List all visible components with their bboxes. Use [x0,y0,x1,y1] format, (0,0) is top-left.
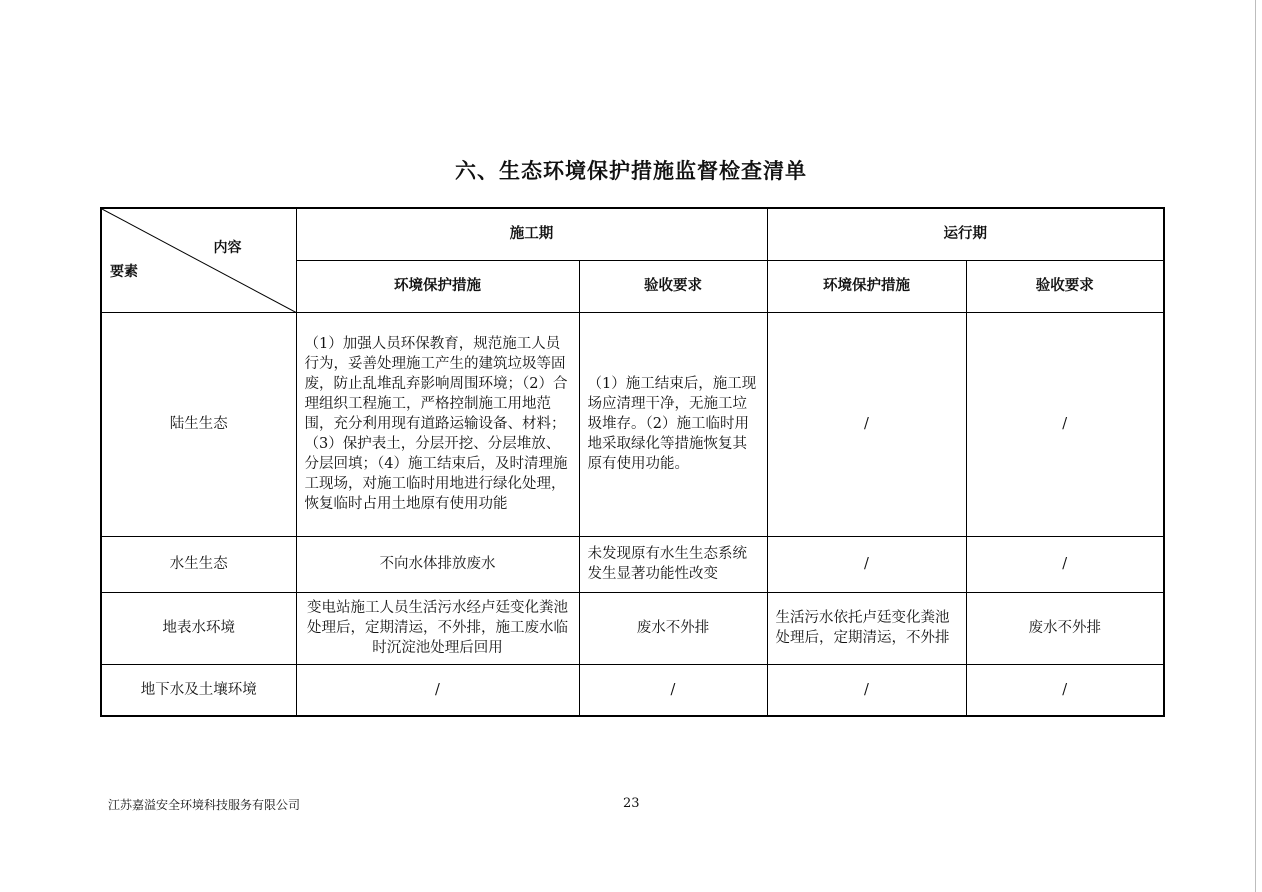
diagonal-divider [102,209,297,313]
table-cell: / [767,312,966,536]
inspection-table [100,207,1165,717]
table-row [101,536,1164,592]
corner-label-element: 要素 [110,264,138,280]
row-label: 水生生态 [101,536,296,592]
table-cell: 废水不外排 [579,592,767,664]
table-cell: / [767,664,966,716]
group-header-operation: 运行期 [767,208,1164,260]
subheader-construction-acceptance: 验收要求 [579,260,767,312]
table-row [101,592,1164,664]
subheader-construction-measures: 环境保护措施 [296,260,579,312]
subheader-operation-acceptance: 验收要求 [966,260,1164,312]
table-cell: 生活污水依托卢廷变化粪池处理后，定期清运，不外排 [767,592,966,664]
table-cell: 变电站施工人员生活污水经卢廷变化粪池处理后，定期清运，不外排，施工废水临时沉淀池处理后回用 [296,592,579,664]
table-cell: 不向水体排放废水 [296,536,579,592]
page-number: 23 [623,796,640,811]
table-cell: 废水不外排 [966,592,1164,664]
table-cell: / [767,536,966,592]
corner-header-cell [101,208,296,312]
row-label: 陆生生态 [101,312,296,536]
page-edge [1255,0,1256,892]
table-cell: 未发现原有水生生态系统发生显著功能性改变 [579,536,767,592]
table-cell: / [966,536,1164,592]
table-cell: / [579,664,767,716]
table-row [101,664,1164,716]
table-cell: / [966,664,1164,716]
row-label: 地表水环境 [101,592,296,664]
table-cell: / [296,664,579,716]
table-cell: （1）加强人员环保教育，规范施工人员行为，妥善处理施工产生的建筑垃圾等固废，防止乱堆乱弃影响周围环境；（2）合理组织工程施工，严格控制施工用地范围，充分利用现有道路运输设备、材料；（3）保护表土，分层开挖、分层堆放、分层回填；（4）施工结束后，及时清理施工现场，对施工临时用地进行绿化处理，恢复临时占用土地原有使用功能 [296,312,579,536]
table-cell: （1）施工结束后，施工现场应清理干净，无施工垃圾堆存。（2）施工临时用地采取绿化等措施恢复其原有使用功能。 [579,312,767,536]
subheader-operation-measures: 环境保护措施 [767,260,966,312]
table-cell: / [966,312,1164,536]
group-header-construction: 施工期 [296,208,767,260]
page-title: 六、生态环境保护措施监督检查清单 [455,159,807,183]
footer-company: 江苏嘉溢安全环境科技服务有限公司 [108,798,301,812]
corner-label-content: 内容 [213,240,242,256]
row-label: 地下水及土壤环境 [101,664,296,716]
table-row [101,312,1164,536]
